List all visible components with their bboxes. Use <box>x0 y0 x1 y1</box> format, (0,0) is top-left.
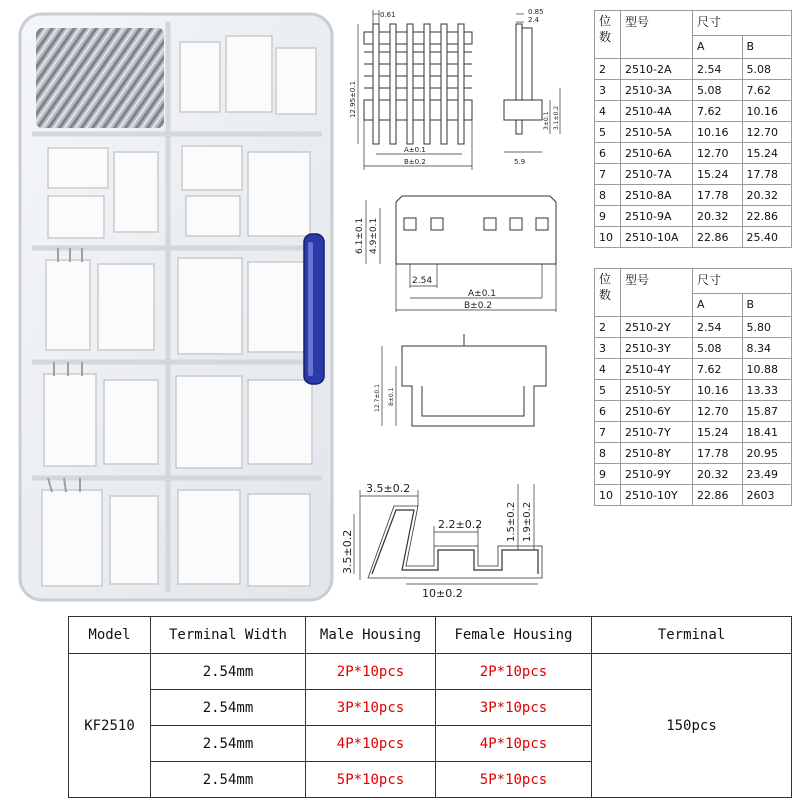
cell-b: 20.95 <box>742 443 792 464</box>
size-table-female <box>594 268 792 506</box>
cell-b: 20.32 <box>742 185 792 206</box>
dim-pin-width: 0.61 <box>380 11 396 19</box>
cell-model: 2510-7Y <box>621 422 693 443</box>
drawing-housing-front <box>346 186 590 322</box>
cell-a: 7.62 <box>693 101 743 122</box>
cell-b: 5.80 <box>742 317 792 338</box>
cell-b: 8.34 <box>742 338 792 359</box>
cell-pos: 3 <box>595 338 621 359</box>
cell-female: 5P*10pcs <box>436 762 592 798</box>
table-row <box>595 317 792 338</box>
cell-female: 3P*10pcs <box>436 690 592 726</box>
cell-model: 2510-5Y <box>621 380 693 401</box>
dim-housing-h1: 6.1±0.1 <box>355 217 365 254</box>
cell-terminal: 150pcs <box>592 654 792 798</box>
dim-height: 12.95±0.1 <box>349 80 357 118</box>
dim-term-22: 2.2±0.2 <box>438 518 483 531</box>
cell-a: 17.78 <box>693 185 743 206</box>
cell-b: 7.62 <box>742 80 792 101</box>
table-row <box>595 464 792 485</box>
header-b: B <box>742 35 792 58</box>
cell-female: 4P*10pcs <box>436 726 592 762</box>
cell-pos: 10 <box>595 227 621 248</box>
cell-a: 22.86 <box>693 227 743 248</box>
table-row <box>595 485 792 506</box>
cell-b: 13.33 <box>742 380 792 401</box>
header-female-housing: Female Housing <box>436 617 592 654</box>
table-row <box>595 401 792 422</box>
table-row <box>595 122 792 143</box>
table-row <box>595 59 792 80</box>
cell-pos: 2 <box>595 317 621 338</box>
cell-model: 2510-9A <box>621 206 693 227</box>
cell-model: 2510-3A <box>621 80 693 101</box>
cell-female: 2P*10pcs <box>436 654 592 690</box>
header-b: B <box>742 293 792 316</box>
cell-model: 2510-5A <box>621 122 693 143</box>
table-row <box>595 185 792 206</box>
cell-pos: 6 <box>595 143 621 164</box>
dim-side-top: 0.85 <box>528 8 544 16</box>
header-male-housing: Male Housing <box>306 617 436 654</box>
header-model: 型号 <box>621 11 693 59</box>
drawing-header-side <box>494 8 590 172</box>
cell-model: 2510-2Y <box>621 317 693 338</box>
cell-model: 2510-6Y <box>621 401 693 422</box>
cell-model: 2510-9Y <box>621 464 693 485</box>
cell-width: 2.54mm <box>151 762 306 798</box>
cell-pos: 5 <box>595 380 621 401</box>
cell-pos: 7 <box>595 422 621 443</box>
table-row <box>595 164 792 185</box>
size-table-male <box>594 10 792 248</box>
cell-a: 12.70 <box>693 143 743 164</box>
cell-b: 25.40 <box>742 227 792 248</box>
header-model: Model <box>69 617 151 654</box>
dim-b: B±0.2 <box>404 158 426 166</box>
drawing-housing-side <box>346 330 590 448</box>
cell-b: 22.86 <box>742 206 792 227</box>
dim-side-31: 3.1±0.2 <box>553 105 560 130</box>
cell-b: 15.87 <box>742 401 792 422</box>
cell-model: 2510-8Y <box>621 443 693 464</box>
table-row <box>595 380 792 401</box>
cell-b: 10.88 <box>742 359 792 380</box>
cell-pos: 4 <box>595 101 621 122</box>
product-box-photo <box>18 12 336 604</box>
cell-width: 2.54mm <box>151 690 306 726</box>
cell-a: 12.70 <box>693 401 743 422</box>
header-a: A <box>693 293 743 316</box>
cell-pos: 6 <box>595 401 621 422</box>
cell-model: KF2510 <box>69 654 151 798</box>
header-a: A <box>693 35 743 58</box>
dim-side-h1: 12.7±0.1 <box>374 384 381 412</box>
cell-a: 10.16 <box>693 380 743 401</box>
table-row <box>595 443 792 464</box>
dim-term-19: 1.9±0.2 <box>522 501 533 542</box>
cell-a: 2.54 <box>693 59 743 80</box>
cell-pos: 8 <box>595 443 621 464</box>
cell-pos: 7 <box>595 164 621 185</box>
dim-a: A±0.1 <box>404 146 426 154</box>
table-row <box>595 338 792 359</box>
cell-b: 2603 <box>742 485 792 506</box>
cell-a: 2.54 <box>693 317 743 338</box>
cell-male: 2P*10pcs <box>306 654 436 690</box>
header-pos: 位 数 <box>595 269 621 317</box>
cell-male: 3P*10pcs <box>306 690 436 726</box>
header-terminal: Terminal <box>592 617 792 654</box>
cell-model: 2510-2A <box>621 59 693 80</box>
dim-side-59: 5.9 <box>514 158 526 166</box>
dim-side-h2: 8±0.1 <box>388 387 395 406</box>
header-model: 型号 <box>621 269 693 317</box>
cell-male: 4P*10pcs <box>306 726 436 762</box>
header-terminal-width: Terminal Width <box>151 617 306 654</box>
cell-a: 15.24 <box>693 422 743 443</box>
dim-housing-a: A±0.1 <box>468 289 497 299</box>
cell-a: 22.86 <box>693 485 743 506</box>
cell-pos: 2 <box>595 59 621 80</box>
table-row <box>595 206 792 227</box>
table-row <box>595 143 792 164</box>
cell-a: 15.24 <box>693 164 743 185</box>
dim-housing-h2: 4.9±0.1 <box>369 217 379 254</box>
cell-b: 23.49 <box>742 464 792 485</box>
dim-housing-b: B±0.2 <box>464 301 493 311</box>
cell-width: 2.54mm <box>151 726 306 762</box>
cell-pos: 4 <box>595 359 621 380</box>
header-pos: 位 数 <box>595 11 621 59</box>
cell-a: 7.62 <box>693 359 743 380</box>
kit-contents-table <box>68 616 792 798</box>
cell-b: 5.08 <box>742 59 792 80</box>
cell-b: 17.78 <box>742 164 792 185</box>
dim-term-10: 10±0.2 <box>422 587 463 600</box>
dim-term-35a: 3.5±0.2 <box>366 482 411 495</box>
table-row <box>595 359 792 380</box>
dim-side-3: 3±0.1 <box>543 111 550 130</box>
cell-a: 20.32 <box>693 464 743 485</box>
header-size: 尺寸 <box>693 269 792 294</box>
drawing-terminal <box>342 470 590 602</box>
cell-pos: 10 <box>595 485 621 506</box>
cell-model: 2510-4Y <box>621 359 693 380</box>
table-row <box>595 101 792 122</box>
cell-model: 2510-10A <box>621 227 693 248</box>
cell-b: 15.24 <box>742 143 792 164</box>
cell-male: 5P*10pcs <box>306 762 436 798</box>
cell-a: 17.78 <box>693 443 743 464</box>
dim-housing-pitch: 2.54 <box>412 276 433 286</box>
cell-b: 12.70 <box>742 122 792 143</box>
cell-model: 2510-3Y <box>621 338 693 359</box>
cell-pos: 9 <box>595 464 621 485</box>
cell-pos: 9 <box>595 206 621 227</box>
cell-pos: 8 <box>595 185 621 206</box>
table-row <box>595 80 792 101</box>
cell-a: 20.32 <box>693 206 743 227</box>
cell-model: 2510-10Y <box>621 485 693 506</box>
drawing-header-front <box>340 8 490 176</box>
cell-pos: 3 <box>595 80 621 101</box>
cell-pos: 5 <box>595 122 621 143</box>
header-size: 尺寸 <box>693 11 792 36</box>
cell-a: 5.08 <box>693 338 743 359</box>
cell-b: 10.16 <box>742 101 792 122</box>
cell-width: 2.54mm <box>151 654 306 690</box>
table-row <box>595 227 792 248</box>
cell-model: 2510-6A <box>621 143 693 164</box>
cell-b: 18.41 <box>742 422 792 443</box>
table-row <box>595 422 792 443</box>
dim-term-15: 1.5±0.2 <box>506 501 517 542</box>
cell-model: 2510-7A <box>621 164 693 185</box>
cell-model: 2510-8A <box>621 185 693 206</box>
dim-side-top2: 2.4 <box>528 16 540 24</box>
cell-a: 10.16 <box>693 122 743 143</box>
cell-a: 5.08 <box>693 80 743 101</box>
dim-term-35b: 3.5±0.2 <box>341 529 354 574</box>
cell-model: 2510-4A <box>621 101 693 122</box>
table-row <box>69 654 792 690</box>
